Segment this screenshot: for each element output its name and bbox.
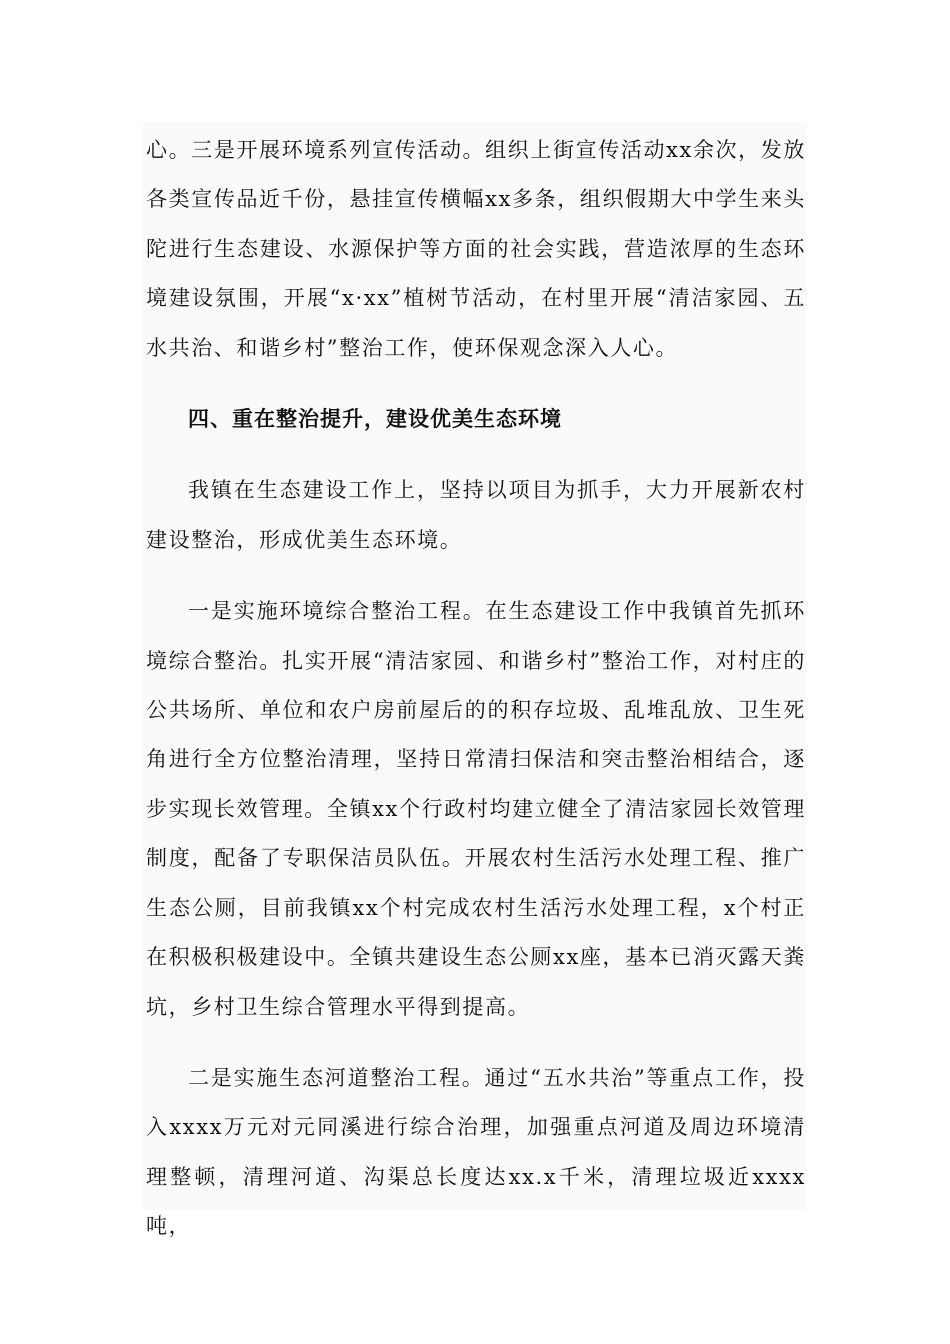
paragraph-intro: 我镇在生态建设工作上，坚持以项目为抓手，大力开展新农村建设整治，形成优美生态环境。 bbox=[146, 478, 806, 552]
document-body bbox=[146, 126, 806, 1252]
paragraph-environment-remediation: 一是实施环境综合整治工程。在生态建设工作中我镇首先抓环境综合整治。扎实开展“清洁家园、和谐乡村”整治工作，对村庄的公共场所、单位和农户房前屋后的的积存垃圾、乱堆乱放、卫生死角进行全方位整治清理，坚持日常清扫保洁和突击整治相结合，逐步实现长效管理。全镇xx个行政村均建立健全了清洁家园长效管理制度，配备了专职保洁员队伍。开展农村生活污水处理工程、推广生态公厕，目前我镇xx个村完成农村生活污水处理工程，x个村正在积极积极建设中。全镇共建设生态公厕xx座，基本已消灭露天粪坑，乡村卫生综合管理水平得到提高。 bbox=[146, 599, 806, 1019]
section-heading: 四、重在整治提升，建设优美生态环境 bbox=[188, 407, 562, 432]
paragraph-river-remediation: 二是实施生态河道整治工程。通过“五水共治”等重点工作，投入xxxx万元对元同溪进行综合治理，加强重点河道及周边环境清理整顿，清理河道、沟渠总长度达xx.x千米，清理垃圾近xxxx吨， bbox=[146, 1065, 806, 1239]
paragraph-continuation: 心。三是开展环境系列宣传活动。组织上街宣传活动xx余次，发放各类宣传品近千份，悬挂宣传横幅xx多条，组织假期大中学生来头陀进行生态建设、水源保护等方面的社会实践，营造浓厚的生态环境建设氛围，开展“x·xx”植树节活动，在村里开展“清洁家园、五水共治、和谐乡村”整治工作，使环保观念深入人心。 bbox=[146, 138, 806, 360]
